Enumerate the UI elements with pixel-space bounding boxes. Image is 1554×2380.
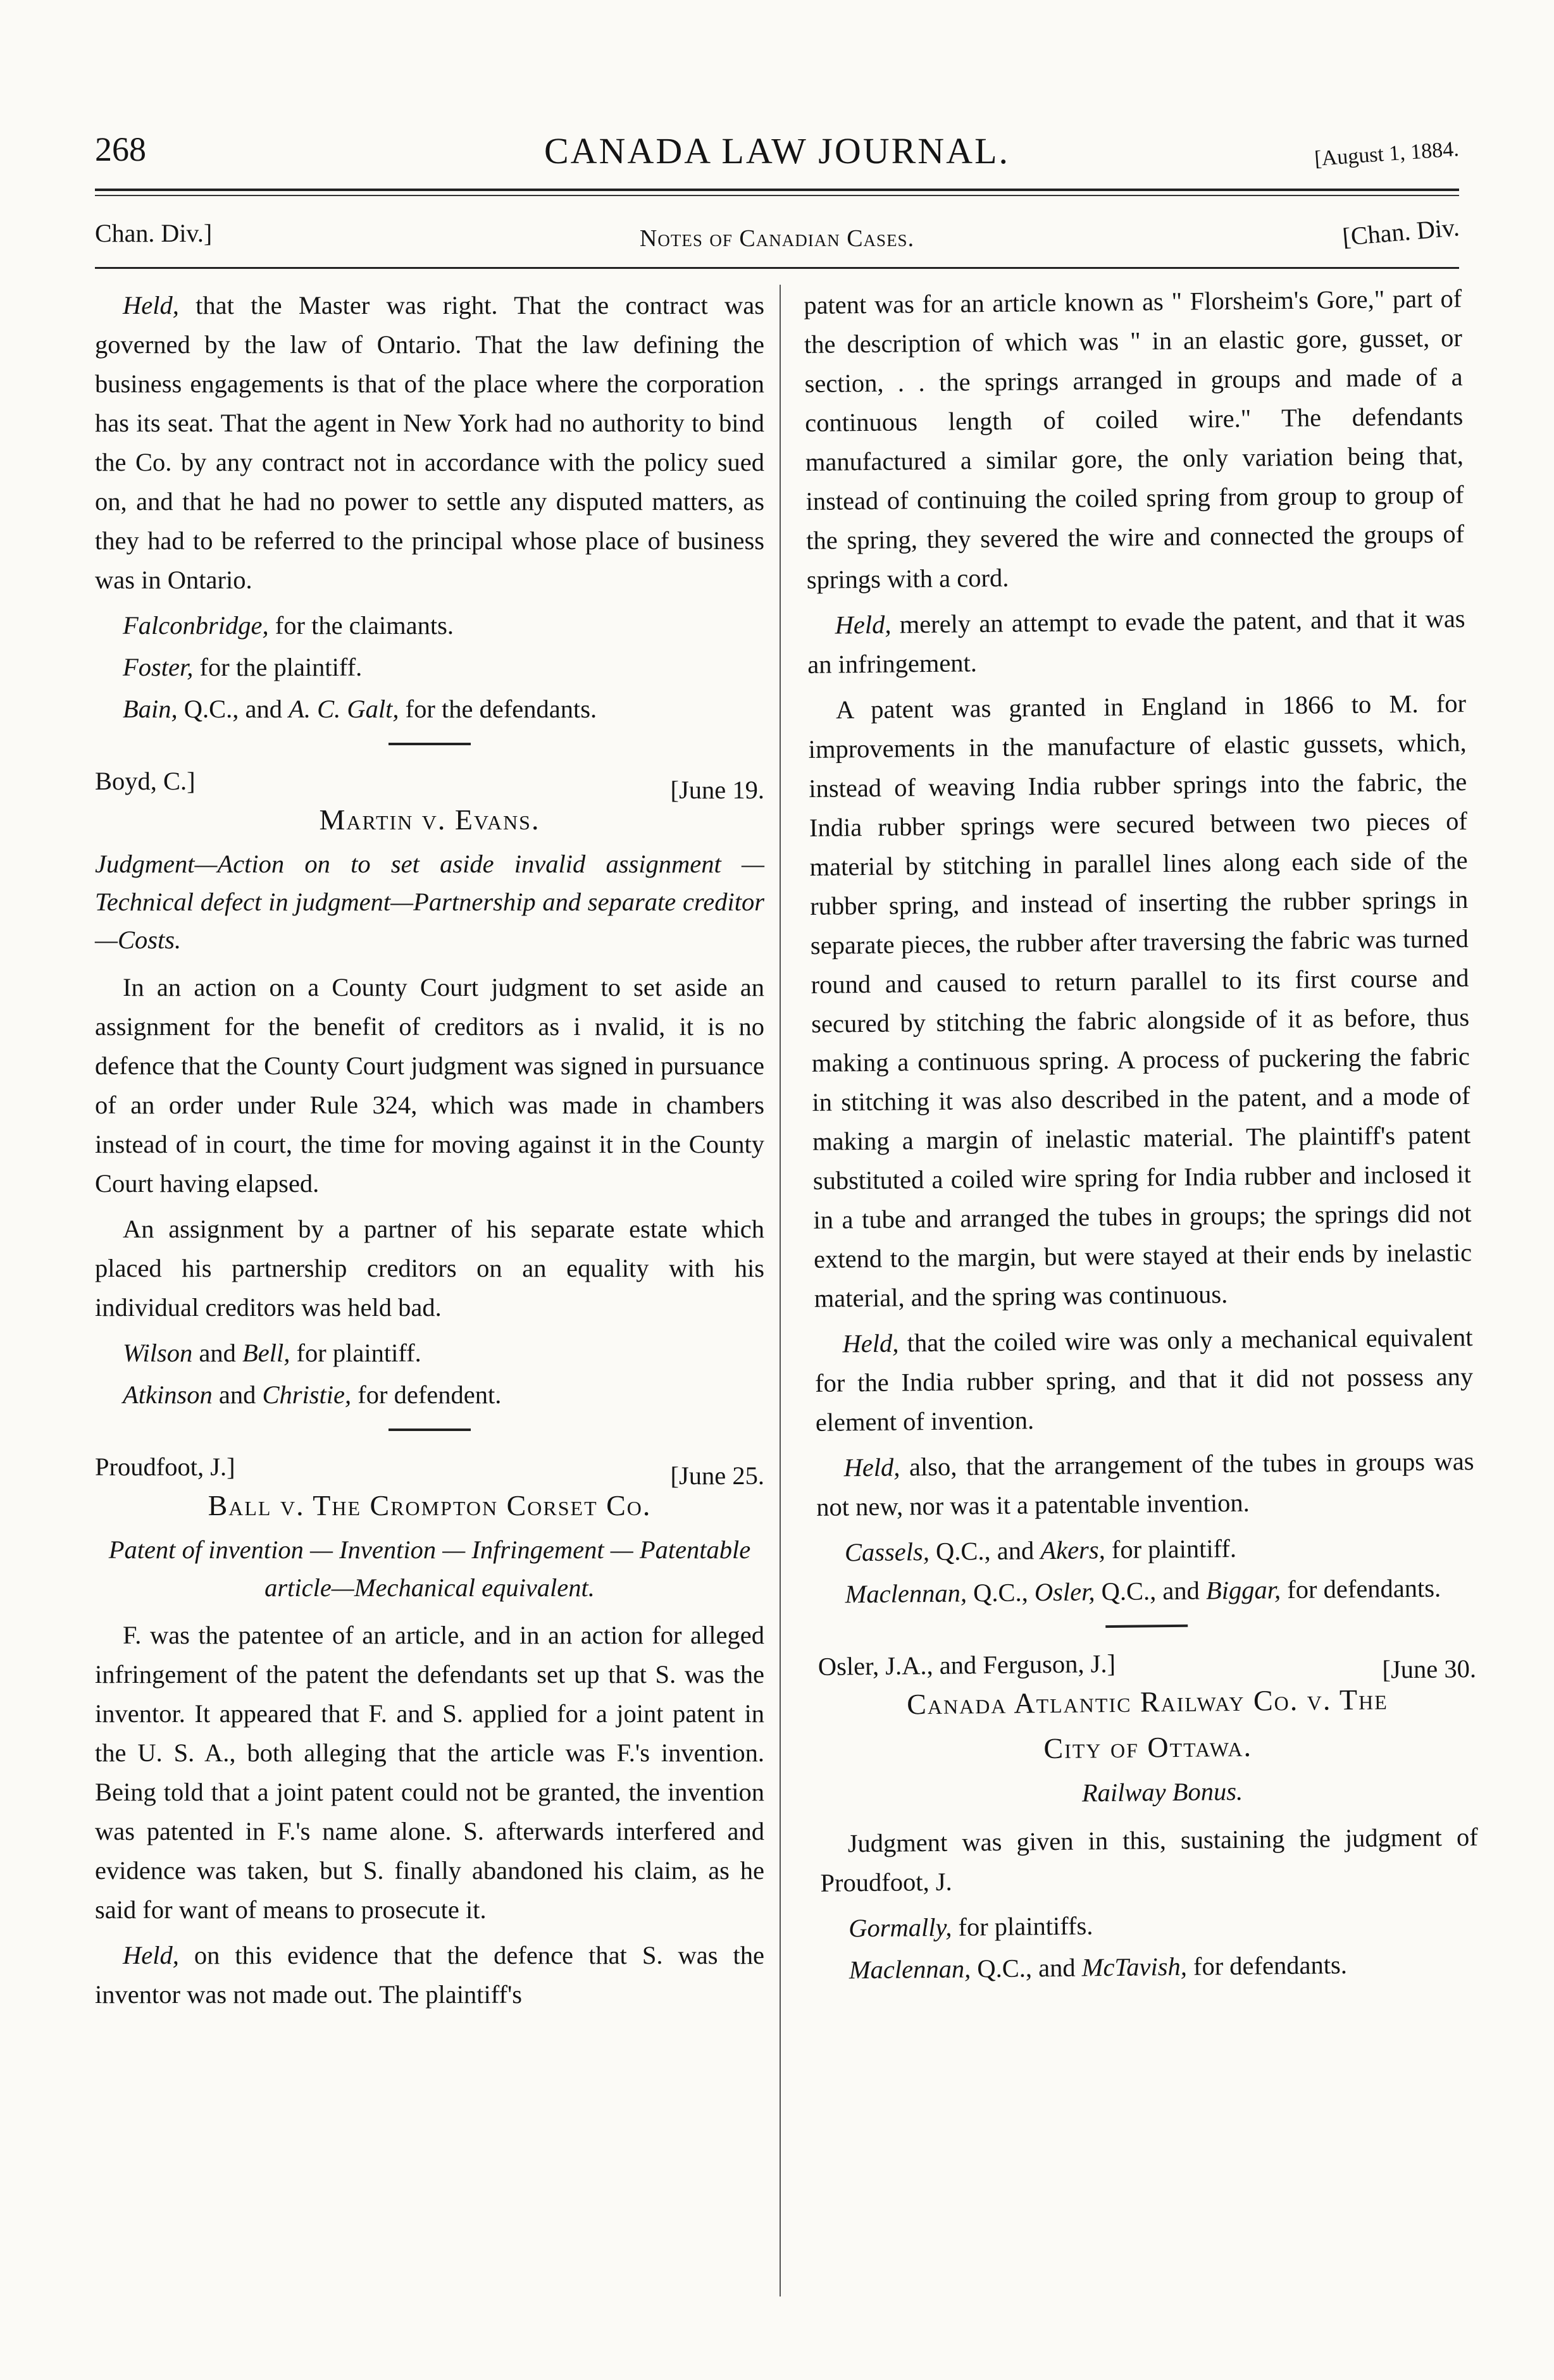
counsel-name: Falconbridge,	[123, 611, 269, 640]
counsel-line	[821, 1902, 1479, 1949]
case-paragraph: In an action on a County Court judgment to set aside an assignment for the benefit of creditors as i nvalid, it is no defence that the County Court judgment was signed in pursuance of an order under Rule 324, which was made in chambers instead of in court, the time for moving against it in the County Court having elapsed.	[95, 973, 764, 1198]
holding-text: also, that the arrangement of the tubes in groups was not new, nor was it a patentable invention.	[816, 1447, 1474, 1522]
judge-name: Proudfoot, J.]	[95, 1453, 235, 1481]
journal-title: CANADA LAW JOURNAL.	[544, 130, 1010, 171]
counsel-name: Osler,	[1034, 1577, 1095, 1607]
section-title: Notes of Canadian Cases.	[639, 225, 915, 252]
counsel-name: Cassels,	[844, 1537, 930, 1567]
counsel-role: for defendants.	[1186, 1950, 1348, 1981]
judgment-date: [June 30.	[1382, 1654, 1477, 1684]
counsel-line	[95, 606, 764, 645]
section-head	[95, 212, 1459, 256]
counsel-role: for plaintiffs.	[952, 1911, 1093, 1942]
holding-text: that the coiled wire was only a mechanical equivalent for the India rubber spring, and that it did not possess any element of invention.	[814, 1323, 1474, 1437]
case-paragraph: F. was the patentee of an article, and in an action for alleged infringement of the patent the defendants set up that S. was the inventor. It appeared that F. and S. applied for a joint patent in the U. S. A., both alleging that the article was F.'s invention. Being told that a joint patent could not be granted, the invention was patented in F.'s name alone. S. afterwards interfered and evidence was taken, but S. finally abandoned his claim, as he said for want of means to prosecute it.	[95, 1621, 764, 1924]
counsel-name: McTavish,	[1081, 1952, 1188, 1982]
counsel-role: for plaintiff.	[290, 1339, 421, 1367]
right-column	[804, 279, 1479, 1993]
holding-paragraph	[814, 1318, 1474, 1442]
section-rule	[95, 267, 1459, 269]
counsel-name: Gormally,	[848, 1912, 952, 1943]
counsel-name: Maclennan,	[848, 1954, 971, 1985]
counsel-joiner: Q.C.,	[966, 1578, 1035, 1608]
counsel-joiner: Q.C., and	[1095, 1576, 1207, 1606]
holding-text: on this evidence that the defence that S. was the inventor was not made out. The plaintiff's	[95, 1941, 764, 2009]
counsel-name: Biggar,	[1205, 1575, 1281, 1605]
case-title: Canada Atlantic Railway Co. v. The	[906, 1683, 1389, 1721]
held-label: Held,	[843, 1453, 900, 1482]
page-number: 268	[95, 130, 146, 168]
case-separator	[388, 1429, 471, 1431]
holding-text: merely an attempt to evade the patent, and that it was an infringement.	[807, 604, 1465, 679]
holding-paragraph	[95, 286, 764, 600]
catchwords: Patent of invention — Invention — Infringement — Patentable article—Mechanical equivalent.	[108, 1535, 751, 1602]
case-title-continued: City of Ottawa.	[1043, 1730, 1253, 1765]
counsel-line	[95, 648, 764, 687]
catchwords: Railway Bonus.	[1081, 1776, 1243, 1807]
court-right: [Chan. Div.	[1341, 213, 1460, 252]
case-paragraph: patent was for an article known as " Florsheim's Gore," part of the description of which was " in an elastic gore, gusset, or section, . . the springs arranged in groups and made of a continuous length of coiled wire." The defendants manufactured a similar gore, the only variation being that, instead of continuing the coiled spring from group to group of the spring, they severed the wire and connected the groups of springs with a cord.	[804, 284, 1465, 594]
counsel-name: Wilson	[123, 1339, 193, 1367]
case-paragraph: A patent was granted in England in 1866 to M. for improvements in the manufacture of elastic gussets, which, instead of weaving India rubber springs into the fabric, the India rubber springs were secured between two pieces of material by stitching in parallel lines along each side of the rubber spring, and instead of inserting the rubber springs in separate pieces, the rubber after traversing the fabric was turned round and caused to return parallel to its first course and secured by stitching the fabric alongside of it as before, thus making a continuous spring. A process of puckering the fabric in stitching it was also described in the patent, and a mode of making a margin of inelastic material. The plaintiff's patent substituted a coiled wire spring for India rubber and inclosed it in a tube and arranged the tubes in groups; the springs did not extend to the margin, but were stayed at their ends by inelastic material, and the spring was continuous.	[808, 689, 1472, 1313]
counsel-name: A. C. Galt,	[289, 695, 399, 723]
holding-paragraph	[95, 1936, 764, 2014]
counsel-role: for defendent.	[351, 1380, 502, 1409]
counsel-joiner: and	[212, 1380, 263, 1409]
header-rule	[95, 189, 1459, 191]
case-paragraph: An assignment by a partner of his separate estate which placed his partnership creditors on an equality with his individual creditors was held bad.	[95, 1215, 764, 1322]
running-head	[95, 130, 1459, 180]
held-label: Held,	[835, 610, 892, 640]
counsel-name: Foster,	[123, 653, 194, 681]
case-judge-line	[95, 762, 764, 804]
holding-paragraph	[807, 599, 1465, 685]
held-label: Held,	[842, 1329, 899, 1358]
judge-name: Boyd, C.]	[95, 767, 196, 795]
counsel-line	[821, 1944, 1480, 1990]
counsel-line	[817, 1568, 1476, 1615]
court-left: Chan. Div.]	[95, 219, 213, 247]
catchwords: Judgment—Action on to set aside invalid assignment —Technical defect in judgment—Partnership and separate creditor—Costs.	[95, 850, 764, 954]
counsel-name: Bell,	[242, 1339, 290, 1367]
counsel-name: Bain,	[123, 695, 178, 723]
counsel-role: for the defendants.	[399, 695, 597, 723]
counsel-name: Christie,	[262, 1380, 352, 1409]
header-rule-thin	[95, 195, 1459, 196]
case-paragraph: Judgment was given in this, sustaining the judgment of Proudfoot, J.	[820, 1822, 1478, 1897]
counsel-role: for the plaintiff.	[193, 653, 363, 681]
counsel-joiner: Q.C., and	[177, 695, 289, 723]
column-divider	[780, 285, 781, 2296]
holding-paragraph	[816, 1442, 1474, 1527]
counsel-line	[817, 1527, 1476, 1573]
left-column	[95, 286, 764, 2021]
counsel-role: for plaintiff.	[1105, 1534, 1237, 1565]
case-judge-line	[818, 1640, 1477, 1685]
counsel-role: for defendants.	[1280, 1573, 1441, 1604]
counsel-name: Atkinson	[123, 1380, 213, 1409]
counsel-line	[95, 1375, 764, 1415]
case-judge-line	[95, 1447, 764, 1490]
judgment-date: [June 19.	[670, 776, 764, 804]
counsel-joiner: Q.C., and	[970, 1953, 1082, 1983]
counsel-joiner: Q.C., and	[929, 1536, 1041, 1566]
judge-name: Osler, J.A., and Ferguson, J.]	[817, 1649, 1116, 1681]
counsel-role: for the claimants.	[268, 611, 454, 640]
case-separator	[1105, 1625, 1188, 1628]
judgment-date: [June 25.	[670, 1461, 764, 1490]
counsel-line	[95, 1334, 764, 1373]
held-label: Held,	[123, 291, 179, 319]
counsel-name: Akers,	[1040, 1535, 1105, 1565]
holding-text: that the Master was right. That the contract was governed by the law of Ontario. That the law defining the business engagements is that of the place where the corporation has its seat. That the agent in New York had no authority to bind the Co. by any contract not in accordance with the policy sued on, and that he had no power to settle any disputed matters, as they had to be referred to the principal whose place of business was in Ontario.	[95, 291, 764, 594]
case-title: Martin v. Evans.	[319, 803, 540, 836]
case-title: Ball v. The Crompton Corset Co.	[208, 1489, 652, 1522]
case-separator	[388, 743, 471, 745]
counsel-name: Maclennan,	[845, 1578, 967, 1609]
issue-date: [August 1, 1884.	[1314, 137, 1460, 171]
counsel-joiner: and	[192, 1339, 243, 1367]
held-label: Held,	[123, 1941, 179, 1969]
counsel-line	[95, 690, 764, 729]
